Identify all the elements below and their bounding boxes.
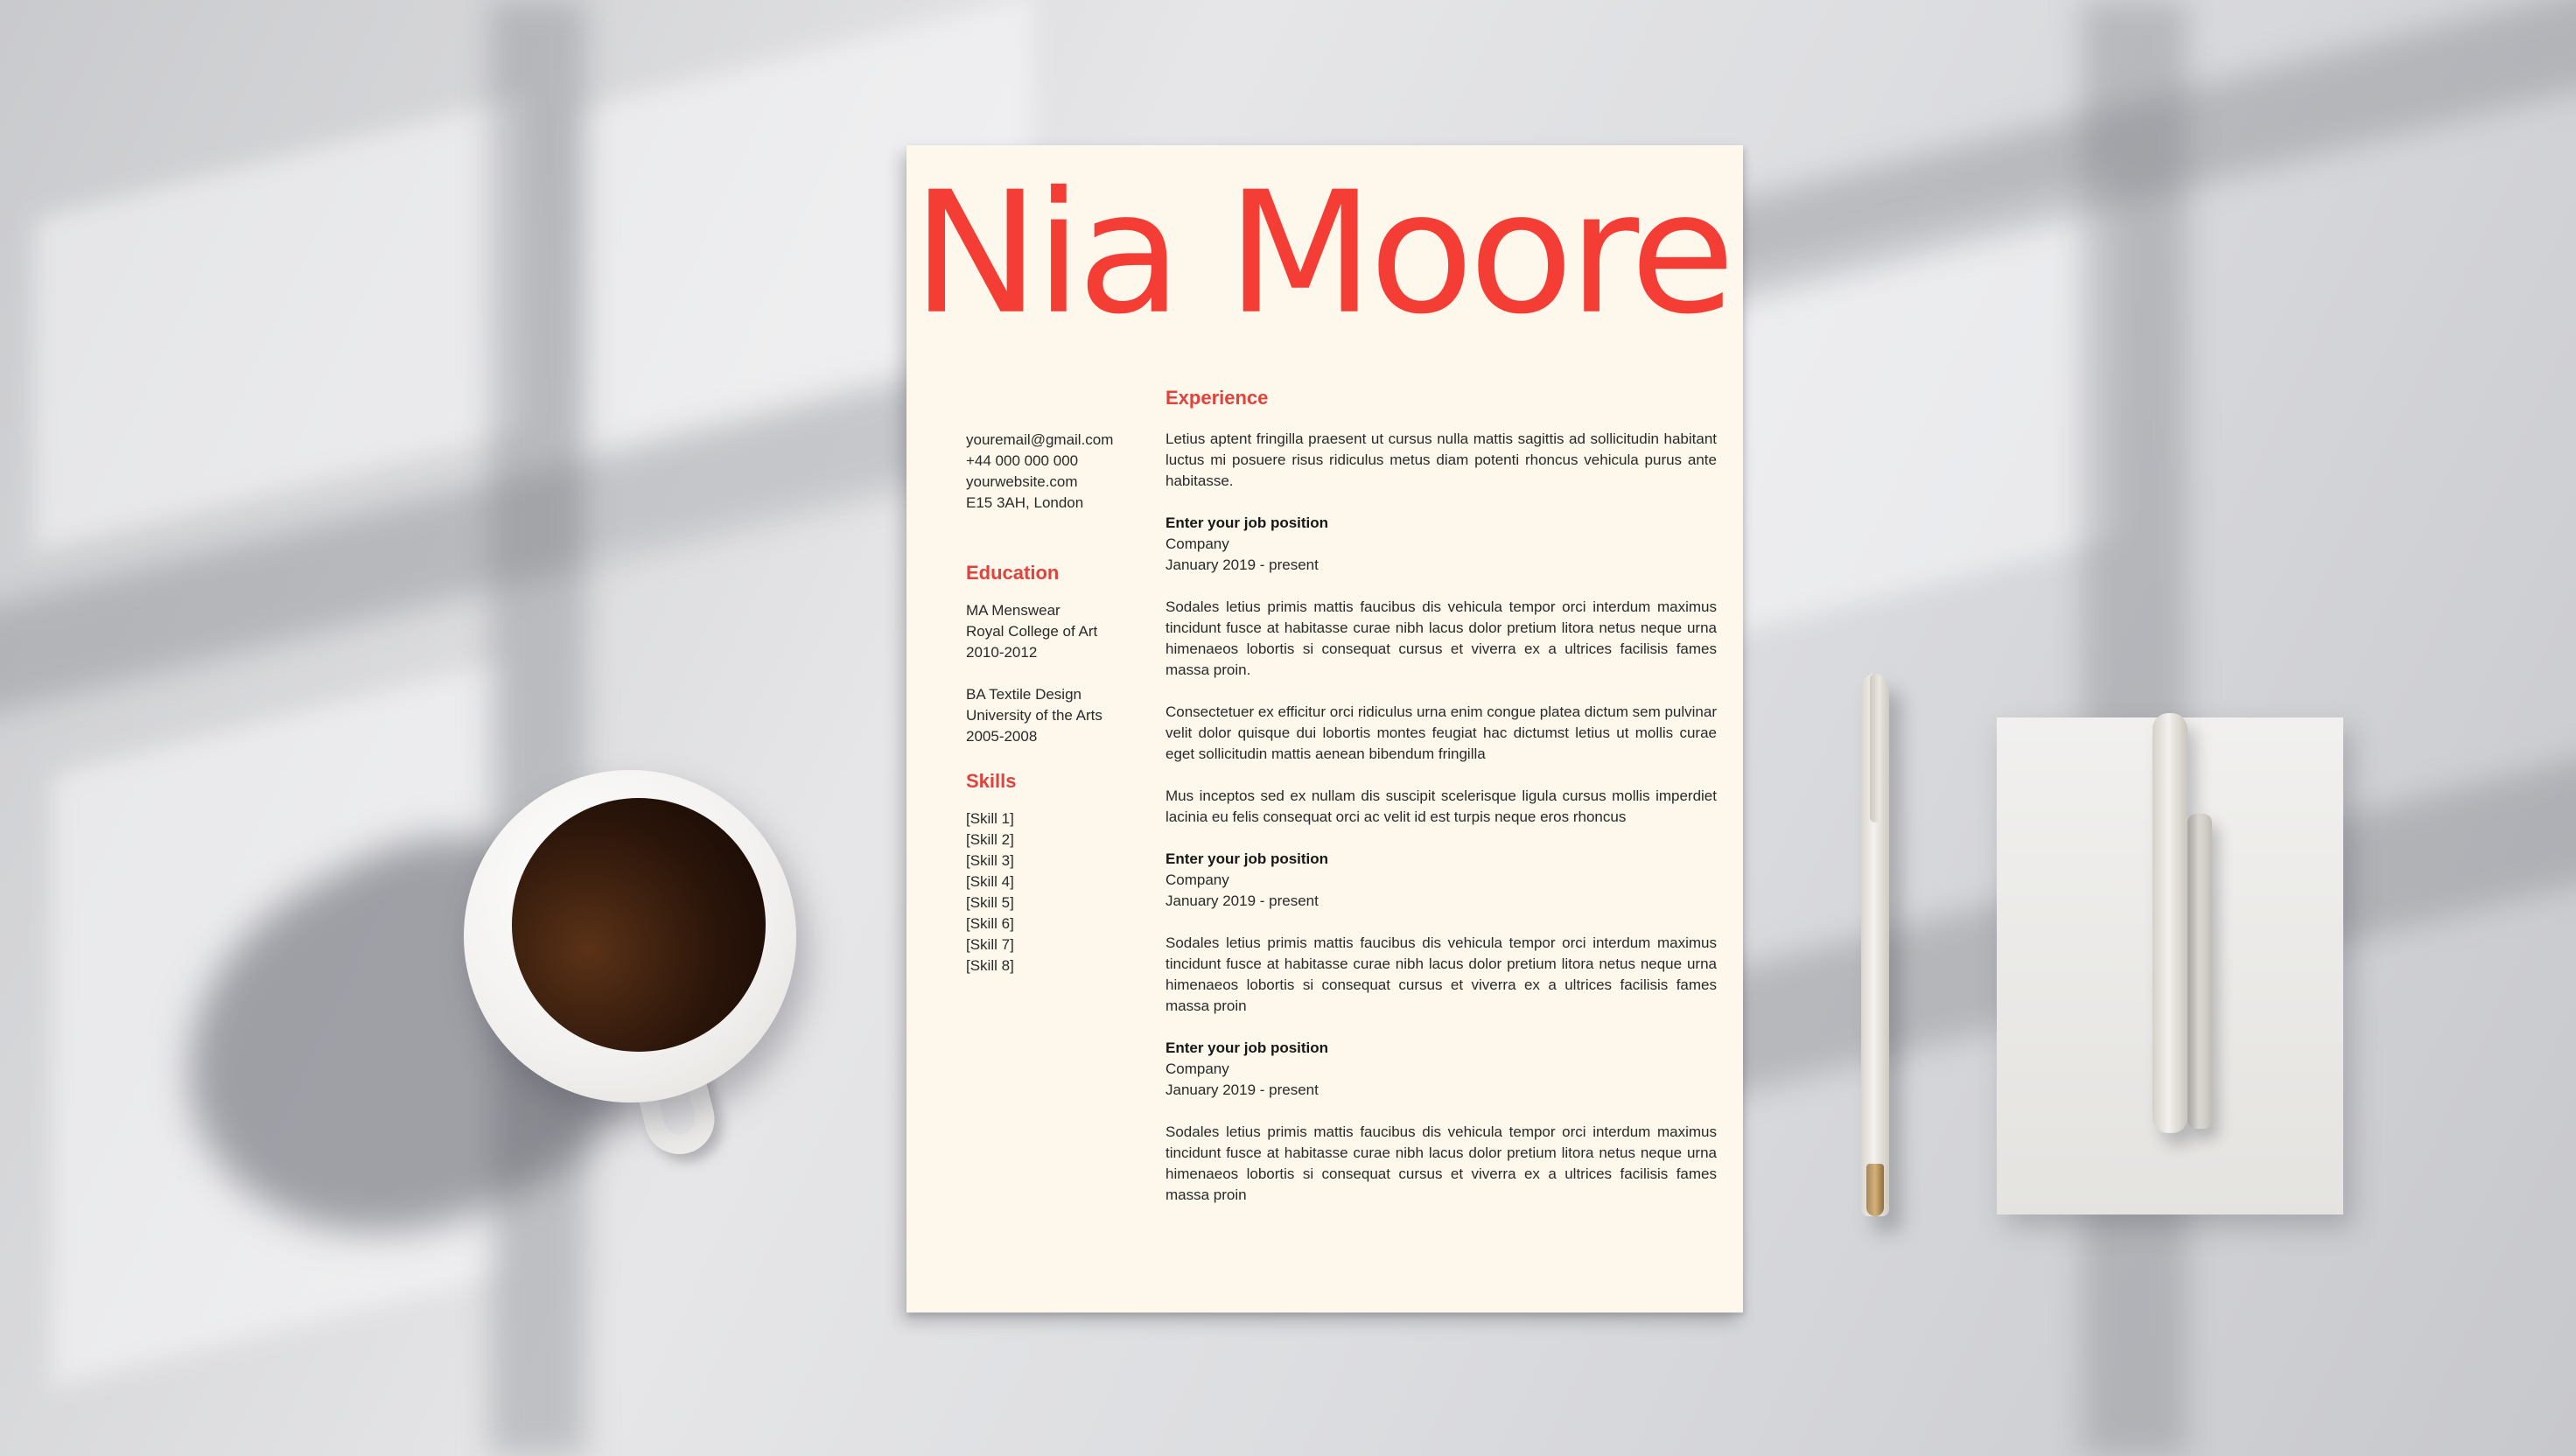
coffee (512, 798, 766, 1052)
job-title: Enter your job position (1166, 514, 1329, 531)
skill-item: [Skill 2] (966, 831, 1014, 848)
job-company: Company (1166, 536, 1229, 552)
contact-website: yourwebsite.com (966, 473, 1078, 490)
job-entry (1166, 513, 1717, 828)
job-description: Consectetuer ex efficitur orci ridiculus urna enim congue platea dictum sem pulvinar velit dolor quisque dui lobortis montes feugiat hac dictumst letius ut mollis curae eget sollicitudin mattis aenean bibendum fringilla (1166, 704, 1717, 762)
education-degree: BA Textile Design (966, 686, 1082, 703)
contact-address: E15 3AH, London (966, 494, 1084, 511)
skill-item: [Skill 3] (966, 852, 1014, 869)
education-entry (966, 684, 1158, 747)
education-school: University of the Arts (966, 707, 1102, 724)
pen-tip (1866, 1164, 1884, 1216)
pen-clip (1870, 674, 1880, 822)
contact-block (966, 430, 1158, 514)
experience-summary: Letius aptent fringilla praesent ut cursus nulla mattis sagittis ad sollicitudin habitant luctus mi posuere risus ridiculus metus diam potenti rhoncus vehicula purus ante habitasse. (1166, 430, 1717, 489)
skill-item: [Skill 5] (966, 894, 1014, 911)
skills-list (966, 808, 1158, 976)
education-entry (966, 600, 1158, 663)
contact-email: youremail@gmail.com (966, 431, 1114, 448)
job-description: Sodales letius primis mattis faucibus dis vehicula tempor orci interdum maximus tincidunt fusce at habitasse curae nibh lacus dolor pretium litora netus neque urna himenaeos lobortis si consequat cursus et viverra ex a ultrices facilisis fames massa proin (1166, 1124, 1717, 1203)
job-description: Sodales letius primis mattis faucibus dis vehicula tempor orci interdum maximus tincidunt fusce at habitasse curae nibh lacus dolor pretium litora netus neque urna himenaeos lobortis si consequat cursus et viverra ex a ultrices facilisis fames massa proin (1166, 934, 1717, 1014)
education-degree: MA Menswear (966, 602, 1060, 619)
skill-item: [Skill 7] (966, 936, 1014, 953)
skill-item: [Skill 6] (966, 915, 1014, 932)
job-dates: January 2019 - present (1166, 556, 1319, 573)
job-description: Mus inceptos sed ex nullam dis suscipit scelerisque ligula cursus mollis imperdiet lacinia eu felis consequat orci ac velit id est turpis neque eros rhoncus (1166, 788, 1717, 825)
sidebar-column (966, 430, 1158, 976)
skill-item: [Skill 4] (966, 873, 1014, 890)
education-years: 2010-2012 (966, 644, 1038, 661)
skill-item: [Skill 1] (966, 810, 1014, 827)
marker (2188, 814, 2212, 1129)
job-entry (1166, 1038, 1717, 1206)
job-dates: January 2019 - present (1166, 1082, 1319, 1098)
skills-heading: Skills (966, 770, 1017, 792)
experience-heading: Experience (1166, 387, 1269, 409)
job-description: Sodales letius primis mattis faucibus dis vehicula tempor orci interdum maximus tincidunt fusce at habitasse curae nibh lacus dolor pretium litora netus neque urna himenaeos lobortis si consequat cursus et viverra ex a ultrices facilisis fames massa proin. (1166, 598, 1717, 678)
marker (2152, 713, 2188, 1133)
job-title: Enter your job position (1166, 1040, 1329, 1056)
job-company: Company (1166, 1060, 1229, 1077)
job-company: Company (1166, 872, 1229, 888)
job-title: Enter your job position (1166, 850, 1329, 867)
job-dates: January 2019 - present (1166, 892, 1319, 909)
education-years: 2005-2008 (966, 728, 1038, 745)
window-shadow (490, 0, 586, 1456)
skill-item: [Skill 8] (966, 957, 1014, 974)
experience-column (1166, 387, 1717, 1206)
contact-phone: +44 000 000 000 (966, 452, 1079, 469)
education-heading: Education (966, 562, 1060, 584)
job-entry (1166, 849, 1717, 1017)
resume-sheet (906, 145, 1743, 1312)
education-school: Royal College of Art (966, 623, 1098, 640)
window-light-pane (35, 96, 525, 551)
resume-name: Nia Moore (912, 156, 1731, 352)
